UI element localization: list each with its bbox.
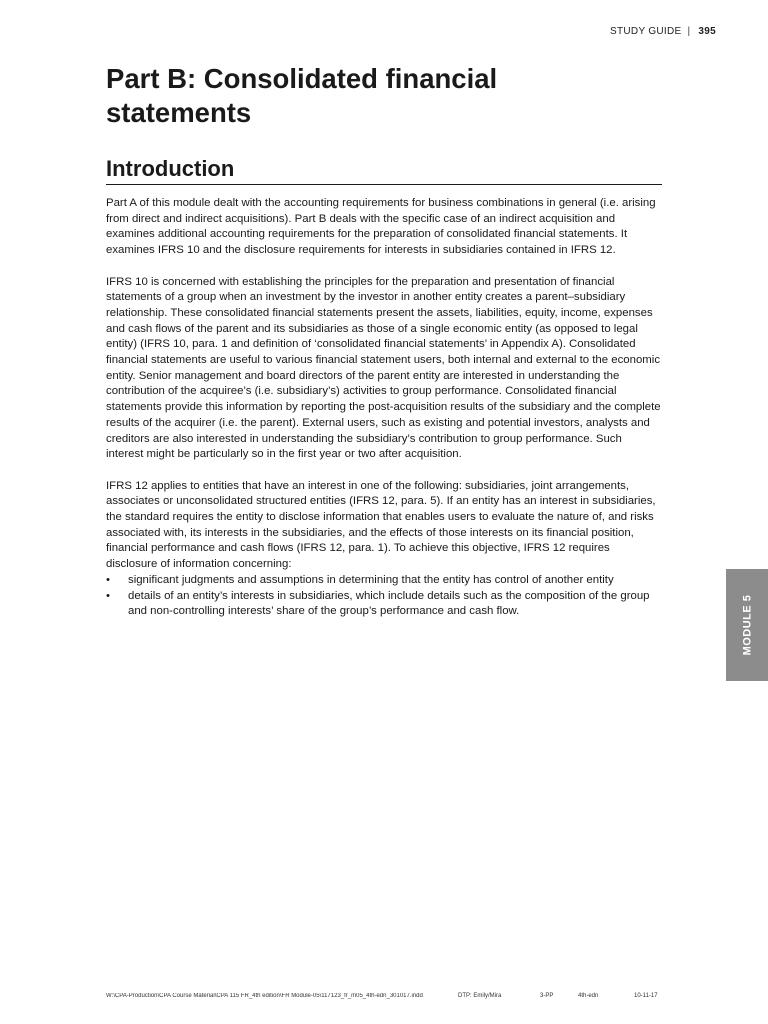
bullet-text: significant judgments and assumptions in determining that the entity has control of another entity xyxy=(128,573,614,586)
print-footer xyxy=(106,993,666,999)
footer-date: 10-11-17 xyxy=(634,993,658,999)
footer-edition: 4th-edn xyxy=(578,993,599,999)
module-tab xyxy=(726,569,768,681)
running-header-separator: | xyxy=(687,26,691,37)
footer-proof-stage: 3-PP xyxy=(540,993,554,999)
paragraph: Part A of this module dealt with the accounting requirements for business combinations in general (i.e. arising from direct and indirect acquisitions). Part B deals with the specific case of an indirect acquisition and examines additional accounting requirements for the preparation of consolidated financial statements. It examines IFRS 10 and the disclosure requirements for interests in subsidiaries contained in IFRS 12. xyxy=(106,197,656,257)
paragraph: IFRS 12 applies to entities that have an interest in one of the following: subsidiaries, joint arrangements, associates or unconsolidated structured entities (IFRS 12, para. 5). If an entity has an interest in subsidiaries, the standard requires the entity to disclose information that enables users to evaluate the nature of, and risks associated with, its interests in the subsidiaries, and the effects of those interests on its financial position, financial performance and cash flows (IFRS 12, para. 1). To achieve this objective, IFRS 12 requires disclosure of information concerning: xyxy=(106,479,656,571)
running-header xyxy=(610,26,716,37)
paragraph: IFRS 10 is concerned with establishing the principles for the preparation and presentation of financial statements of a group when an investment by the investor in another entity creates a parent–subsidiary relationship. These consolidated financial statements present the assets, liabilities, equity, income, expenses and cash flows of the parent and its subsidiaries as those of a single economic entity (as opposed to legal entity) (IFRS 10, para. 1 and definition of ‘consolidated financial statements’ in Appendix A). Consolidated financial statements are useful to various financial statement users, both internal and external to the economic entity. Senior management and board directors of the parent entity are interested in understanding the contribution of the acquiree’s (i.e. subsidiary’s) activities to group performance. Consolidated financial statements provide this information by reporting the post-acquisition results of the subsidiary and the complete results of the acquirer (i.e. the parent). External users, such as existing and potential investors, analysts and creditors are also interested in understanding the subsidiary’s contribution to group performance. Such interest might be particularly so in the first year or two after acquisition. xyxy=(106,275,661,461)
module-tab-label: MODULE 5 xyxy=(741,594,753,656)
body-text xyxy=(106,196,662,620)
running-header-label: STUDY GUIDE xyxy=(610,26,682,37)
bullet-item xyxy=(106,573,662,589)
bullet-text: details of an entity’s interests in subsidiaries, which include details such as the composition of the group and non-controlling interests’ share of the group’s performance and cash flow. xyxy=(128,589,650,618)
bullet-dot-icon: • xyxy=(106,573,110,586)
bullet-dot-icon: • xyxy=(106,589,110,602)
footer-file-path: W:\CPA-Production\CPA Course Material\CPA 115 FR_4th edition\FR Module-05\117123_fr_m05_4th-edn_301017.indd xyxy=(106,993,423,999)
part-title: Part B: Consolidated financial statements xyxy=(106,63,498,128)
bullet-list xyxy=(106,573,662,620)
page-number: 395 xyxy=(698,26,716,37)
section-heading: Introduction xyxy=(106,155,662,185)
bullet-item xyxy=(106,589,662,620)
footer-dtp: DTP: Emily/Mira xyxy=(458,993,502,999)
